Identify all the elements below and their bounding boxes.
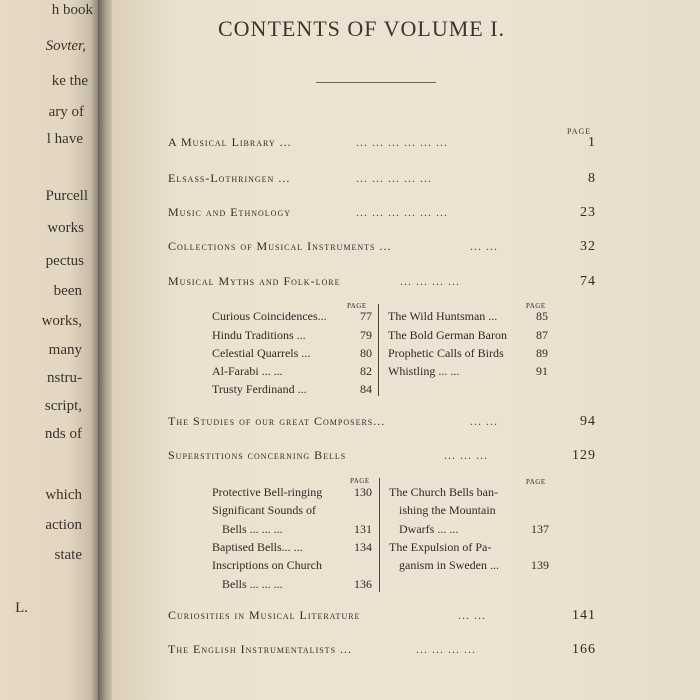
toc-entry-page: 1 xyxy=(588,135,596,150)
subsection-item-label: Prophetic Calls of Birds xyxy=(388,346,504,360)
left-page-line: L. xyxy=(15,600,28,616)
subsection-item-page: 134 xyxy=(354,540,372,554)
left-page-line: state xyxy=(54,547,82,563)
left-page-line: nstru- xyxy=(47,370,82,386)
subsection-item-label: Celestial Quarrels ... xyxy=(212,346,311,360)
toc-entry-label: Elsass-Lothringen ... xyxy=(168,171,291,185)
subsection-item-label: Bells ... ... ... xyxy=(222,577,283,591)
title-rule xyxy=(316,82,436,83)
left-page-line: Purcell xyxy=(45,188,88,204)
subsection-page-header: PAGE xyxy=(526,478,546,486)
toc-entry-label: Collections of Musical Instruments ... xyxy=(168,239,392,253)
toc-entry-page: 23 xyxy=(580,205,596,220)
subsection-item-page: 136 xyxy=(354,577,372,591)
toc-entry-page: 94 xyxy=(580,414,596,429)
subsection-item-page: 85 xyxy=(536,309,548,323)
subsection-item-label: ganism in Sweden ... xyxy=(399,558,499,572)
subsection-item-label: Al-Farabi ... ... xyxy=(212,364,283,378)
subsection-item-page: 91 xyxy=(536,364,548,378)
toc-entry-label: Musical Myths and Folk-lore xyxy=(168,274,341,288)
toc-entry xyxy=(168,205,596,223)
left-page-line: which xyxy=(45,487,82,503)
toc-entry-page: 141 xyxy=(572,608,596,623)
toc-entry-leader: ... ... ... ... xyxy=(416,642,476,656)
left-page-line: Sovter, xyxy=(45,38,86,54)
left-page-line: works xyxy=(47,220,84,236)
toc-entry-leader: ... ... ... ... ... ... xyxy=(356,135,448,149)
subsection-item-label: Trusty Ferdinand ... xyxy=(212,382,307,396)
toc-entry-page: 74 xyxy=(580,274,596,289)
subsection-item-label: Hindu Traditions ... xyxy=(212,328,306,342)
toc-entry-label: Curiosities in Musical Literature xyxy=(168,608,361,622)
left-page-line: been xyxy=(53,283,82,299)
toc-entry-leader: ... ... ... xyxy=(444,448,488,462)
subsection-item-label: The Bold German Baron xyxy=(388,328,507,342)
subsection-item-page: 89 xyxy=(536,346,548,360)
left-page-line: script, xyxy=(44,398,82,414)
toc-entry-label: Music and Ethnology xyxy=(168,205,291,219)
subsection-item-page: 137 xyxy=(531,522,549,536)
toc-entry-leader: ... ... xyxy=(470,414,498,428)
left-page-line: nds of xyxy=(44,426,82,442)
toc-entry-page: 32 xyxy=(580,239,596,254)
subsection-item-label: Bells ... ... ... xyxy=(222,522,283,536)
toc-entry-label: Superstitions concerning Bells xyxy=(168,448,347,462)
toc-entry-leader: ... ... xyxy=(458,608,486,622)
subsection-item-label: Dwarfs ... ... xyxy=(399,522,459,536)
subsection-item-label: Protective Bell-ringing xyxy=(212,485,323,499)
left-page-line: ary of xyxy=(48,104,84,120)
toc-entry-label: The English Instrumentalists ... xyxy=(168,642,353,656)
subsection-page-header: PAGE xyxy=(350,477,370,485)
toc-entry xyxy=(168,414,596,432)
toc-entry-page: 166 xyxy=(572,642,596,657)
left-page-line: action xyxy=(45,517,82,533)
subsection-item-page: 131 xyxy=(354,522,372,536)
left-page-line: h book xyxy=(51,2,93,18)
subsection-item-page: 139 xyxy=(531,558,549,572)
subsection-item-page: 82 xyxy=(360,364,372,378)
left-page-line: ke the xyxy=(51,73,88,89)
left-page xyxy=(0,0,98,700)
subsection-item-page: 80 xyxy=(360,346,372,360)
toc-entry-page: 129 xyxy=(572,448,596,463)
left-page-line: many xyxy=(48,342,82,358)
subsection-item-label: Curious Coincidences... xyxy=(212,309,327,323)
subsection-item-page: 130 xyxy=(354,485,372,499)
toc-entry xyxy=(168,135,596,153)
subsection-item-page: 77 xyxy=(360,309,372,323)
toc-entry-label: A Musical Library ... xyxy=(168,135,292,149)
subsection-item-page: 84 xyxy=(360,382,372,396)
subsection-item-label: ishing the Mountain xyxy=(399,503,496,517)
subsection-page-header: PAGE xyxy=(347,302,367,310)
toc-entry-leader: ... ... xyxy=(470,239,498,253)
left-page-line: works, xyxy=(41,313,82,329)
left-page-line: l have xyxy=(46,131,83,147)
toc-entry xyxy=(168,274,596,292)
toc-entry-leader: ... ... ... ... ... xyxy=(356,171,432,185)
subsection-item-label: The Wild Huntsman ... xyxy=(388,309,498,323)
toc-entry xyxy=(168,608,596,626)
toc-entry-page: 8 xyxy=(588,171,596,186)
left-page-line: pectus xyxy=(45,253,84,269)
toc-entry-label: The Studies of our great Composers... xyxy=(168,414,386,428)
subsection-item-page: 79 xyxy=(360,328,372,342)
subsection-item-label: Baptised Bells... ... xyxy=(212,540,303,554)
page-title: CONTENTS OF VOLUME I. xyxy=(218,16,506,41)
subsection-item-label: Inscriptions on Church xyxy=(212,558,322,572)
toc-entry xyxy=(168,239,596,257)
toc-entry-leader: ... ... ... ... xyxy=(400,274,460,288)
toc-entry xyxy=(168,171,596,189)
subsection-item-label: The Church Bells ban- xyxy=(389,485,498,499)
subsection-item-label: The Expulsion of Pa- xyxy=(389,540,492,554)
subsection-item-label: Significant Sounds of xyxy=(212,503,316,517)
subsection-divider xyxy=(378,304,379,396)
toc-entry-leader: ... ... ... ... ... ... xyxy=(356,205,448,219)
subsection-item-page: 87 xyxy=(536,328,548,342)
subsection-page-header: PAGE xyxy=(526,302,546,310)
page-column-header: PAGE xyxy=(567,127,592,136)
subsection-divider xyxy=(379,478,380,592)
toc-entry xyxy=(168,448,596,466)
toc-entry xyxy=(168,642,596,660)
subsection-item-label: Whistling ... ... xyxy=(388,364,460,378)
